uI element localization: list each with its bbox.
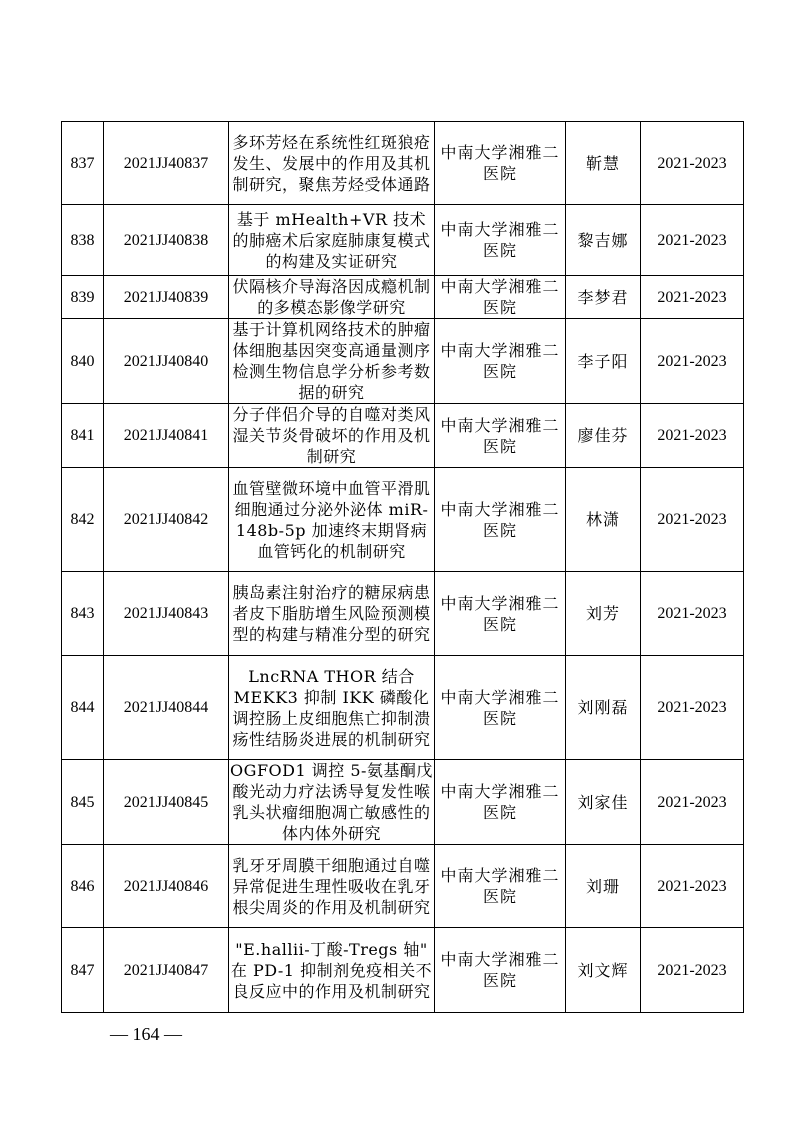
cell-project-code: 2021JJ40846 [104, 845, 229, 928]
cell-period: 2021-2023 [641, 319, 744, 404]
cell-period: 2021-2023 [641, 468, 744, 572]
cell-project-code: 2021JJ40842 [104, 468, 229, 572]
cell-project-title: 分子伴侣介导的自噬对类风湿关节炎骨破坏的作用及机制研究 [229, 404, 435, 468]
cell-project-title: 伏隔核介导海洛因成瘾机制的多模态影像学研究 [229, 276, 435, 319]
cell-principal-investigator: 李梦君 [566, 276, 641, 319]
project-table-body [62, 122, 744, 1013]
cell-principal-investigator: 廖佳芬 [566, 404, 641, 468]
table-row [62, 205, 744, 276]
cell-number: 840 [62, 319, 104, 404]
cell-project-title: "E.hallii-丁酸-Tregs 轴" 在 PD-1 抑制剂免疫相关不良反应中的作用及机制研究 [229, 928, 435, 1013]
cell-institution: 中南大学湘雅二医院 [435, 760, 566, 845]
cell-project-code: 2021JJ40847 [104, 928, 229, 1013]
cell-number: 837 [62, 122, 104, 205]
cell-project-title: 多环芳烃在系统性红斑狼疮发生、发展中的作用及其机制研究，聚焦芳烃受体通路 [229, 122, 435, 205]
cell-period: 2021-2023 [641, 122, 744, 205]
cell-project-title: 血管壁微环境中血管平滑肌细胞通过分泌外泌体 miR-148b-5p 加速终末期肾病血管钙化的机制研究 [229, 468, 435, 572]
cell-period: 2021-2023 [641, 404, 744, 468]
cell-project-code: 2021JJ40844 [104, 656, 229, 760]
table-row [62, 656, 744, 760]
table-row [62, 319, 744, 404]
cell-project-code: 2021JJ40845 [104, 760, 229, 845]
cell-number: 847 [62, 928, 104, 1013]
cell-project-title: 基于 mHealth+VR 技术的肺癌术后家庭肺康复模式的构建及实证研究 [229, 205, 435, 276]
cell-institution: 中南大学湘雅二医院 [435, 276, 566, 319]
cell-project-code: 2021JJ40841 [104, 404, 229, 468]
cell-project-code: 2021JJ40843 [104, 572, 229, 656]
cell-institution: 中南大学湘雅二医院 [435, 404, 566, 468]
cell-principal-investigator: 黎吉娜 [566, 205, 641, 276]
cell-principal-investigator: 李子阳 [566, 319, 641, 404]
table-row [62, 276, 744, 319]
cell-principal-investigator: 刘珊 [566, 845, 641, 928]
cell-period: 2021-2023 [641, 205, 744, 276]
cell-institution: 中南大学湘雅二医院 [435, 205, 566, 276]
table-row [62, 404, 744, 468]
cell-number: 842 [62, 468, 104, 572]
cell-institution: 中南大学湘雅二医院 [435, 845, 566, 928]
page-number: — 164 — [110, 1024, 182, 1044]
cell-project-title: 基于计算机网络技术的肿瘤体细胞基因突变高通量测序检测生物信息学分析参考数据的研究 [229, 319, 435, 404]
cell-number: 841 [62, 404, 104, 468]
table-row [62, 122, 744, 205]
cell-project-title: LncRNA THOR 结合 MEKK3 抑制 IKK 磷酸化调控肠上皮细胞焦亡抑制溃疡性结肠炎进展的机制研究 [229, 656, 435, 760]
table-row [62, 845, 744, 928]
cell-principal-investigator: 林潇 [566, 468, 641, 572]
cell-principal-investigator: 刘文辉 [566, 928, 641, 1013]
project-table [61, 121, 744, 1013]
cell-project-code: 2021JJ40838 [104, 205, 229, 276]
cell-number: 843 [62, 572, 104, 656]
table-row [62, 760, 744, 845]
cell-number: 844 [62, 656, 104, 760]
cell-institution: 中南大学湘雅二医院 [435, 319, 566, 404]
cell-institution: 中南大学湘雅二医院 [435, 928, 566, 1013]
cell-project-title: OGFOD1 调控 5-氨基酮戊酸光动力疗法诱导复发性喉乳头状瘤细胞凋亡敏感性的体内体外研究 [230, 761, 433, 843]
cell-principal-investigator: 刘刚磊 [566, 656, 641, 760]
cell-period: 2021-2023 [641, 656, 744, 760]
cell-period: 2021-2023 [641, 276, 744, 319]
cell-principal-investigator: 靳慧 [566, 122, 641, 205]
cell-number: 839 [62, 276, 104, 319]
table-row [62, 928, 744, 1013]
table-row [62, 468, 744, 572]
cell-period: 2021-2023 [641, 928, 744, 1013]
cell-period: 2021-2023 [641, 572, 744, 656]
cell-project-title: 乳牙牙周膜干细胞通过自噬异常促进生理性吸收在乳牙根尖周炎的作用及机制研究 [229, 845, 435, 928]
cell-institution: 中南大学湘雅二医院 [435, 122, 566, 205]
cell-project-code: 2021JJ40837 [104, 122, 229, 205]
cell-project-code: 2021JJ40839 [104, 276, 229, 319]
cell-institution: 中南大学湘雅二医院 [435, 572, 566, 656]
cell-project-title: 胰岛素注射治疗的糖尿病患者皮下脂肪增生风险预测模型的构建与精准分型的研究 [229, 572, 435, 656]
cell-number: 845 [62, 760, 104, 845]
cell-number: 846 [62, 845, 104, 928]
table-row [62, 572, 744, 656]
cell-institution: 中南大学湘雅二医院 [435, 656, 566, 760]
cell-period: 2021-2023 [641, 845, 744, 928]
cell-project-code: 2021JJ40840 [104, 319, 229, 404]
cell-institution: 中南大学湘雅二医院 [435, 468, 566, 572]
cell-principal-investigator: 刘芳 [566, 572, 641, 656]
cell-principal-investigator: 刘家佳 [566, 760, 641, 845]
cell-number: 838 [62, 205, 104, 276]
cell-period: 2021-2023 [641, 760, 744, 845]
